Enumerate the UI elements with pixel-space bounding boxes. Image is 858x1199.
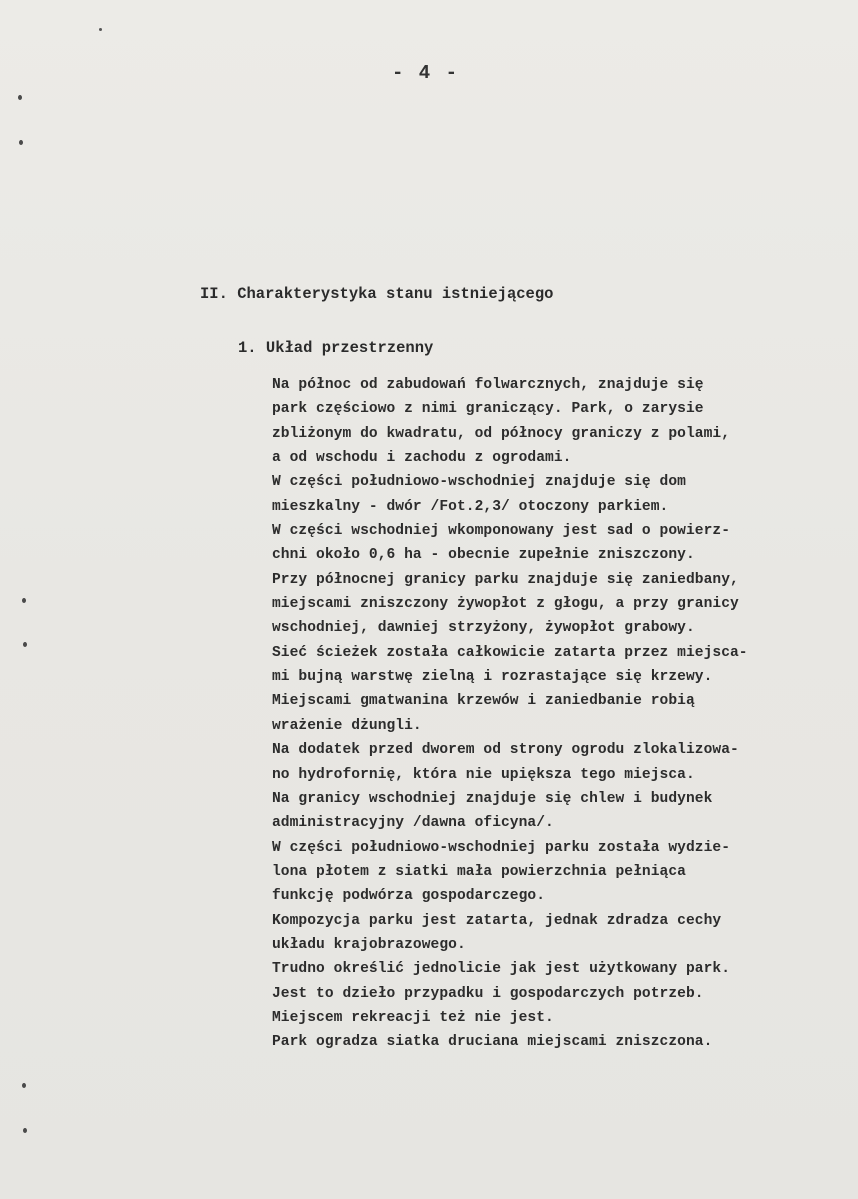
text-line: układu krajobrazowego.	[272, 936, 466, 953]
text-line: chni około 0,6 ha - obecnie zupełnie zniszczony.	[272, 547, 695, 564]
body-text	[272, 373, 856, 1055]
text-line: Miejscami gmatwanina krzewów i zaniedbanie robią	[272, 693, 695, 710]
text-line: wrażenie dżungli.	[272, 717, 422, 734]
text-line: Na granicy wschodniej znajduje się chlew i budynek	[272, 790, 713, 807]
text-line: administracyjny /dawna oficyna/.	[272, 815, 554, 832]
text-line: Trudno określić jednolicie jak jest użytkowany park.	[272, 961, 730, 978]
text-line: Przy północnej granicy parku znajduje się zaniedbany,	[272, 571, 739, 588]
text-line: lona płotem z siatki mała powierzchnia pełniąca	[272, 863, 686, 880]
text-line: a od wschodu i zachodu z ogrodami.	[272, 450, 572, 467]
text-line: mieszkalny - dwór /Fot.2,3/ otoczony parkiem.	[272, 498, 669, 515]
text-line: Na dodatek przed dworem od strony ogrodu zlokalizowa-	[272, 742, 739, 759]
text-line: Kompozycja parku jest zatarta, jednak zdradza cechy	[272, 912, 722, 929]
text-line: Na północ od zabudowań folwarcznych, znajduje się	[272, 377, 704, 393]
text-line: W części wschodniej wkomponowany jest sad o powierz-	[272, 523, 730, 540]
binding-hole-mark	[22, 1083, 26, 1088]
text-line: Miejscem rekreacji też nie jest.	[272, 1009, 554, 1026]
section-heading: II. Charakterystyka stanu istniejącego	[200, 285, 554, 303]
text-line: W części południowo-wschodniej znajduje się dom	[272, 474, 686, 491]
text-line: zbliżonym do kwadratu, od północy graniczy z polami,	[272, 425, 730, 442]
text-line: W części południowo-wschodniej parku została wydzie-	[272, 839, 730, 856]
text-line: mi bujną warstwę zielną i rozrastające się krzewy.	[272, 669, 713, 686]
paper-speck	[99, 28, 102, 31]
binding-hole-mark	[22, 598, 26, 603]
binding-hole-mark	[19, 140, 23, 145]
page-number: - 4 -	[392, 62, 460, 84]
text-line: miejscami zniszczony żywopłot z głogu, a przy granicy	[272, 596, 739, 613]
text-line: no hydrofornię, która nie upiększa tego miejsca.	[272, 766, 695, 783]
text-line: Sieć ścieżek została całkowicie zatarta przez miejsca-	[272, 644, 748, 661]
text-line: park częściowo z nimi graniczący. Park, o zarysie	[272, 401, 704, 418]
subsection-heading: 1. Układ przestrzenny	[238, 339, 434, 357]
binding-hole-mark	[18, 95, 22, 100]
binding-hole-mark	[23, 1128, 27, 1133]
text-line: Jest to dzieło przypadku i gospodarczych potrzeb.	[272, 985, 704, 1002]
text-line: funkcję podwórza gospodarczego.	[272, 888, 546, 905]
text-line: Park ogradza siatka druciana miejscami zniszczona.	[272, 1034, 713, 1051]
binding-hole-mark	[23, 642, 27, 647]
text-line: wschodniej, dawniej strzyżony, żywopłot grabowy.	[272, 620, 695, 637]
